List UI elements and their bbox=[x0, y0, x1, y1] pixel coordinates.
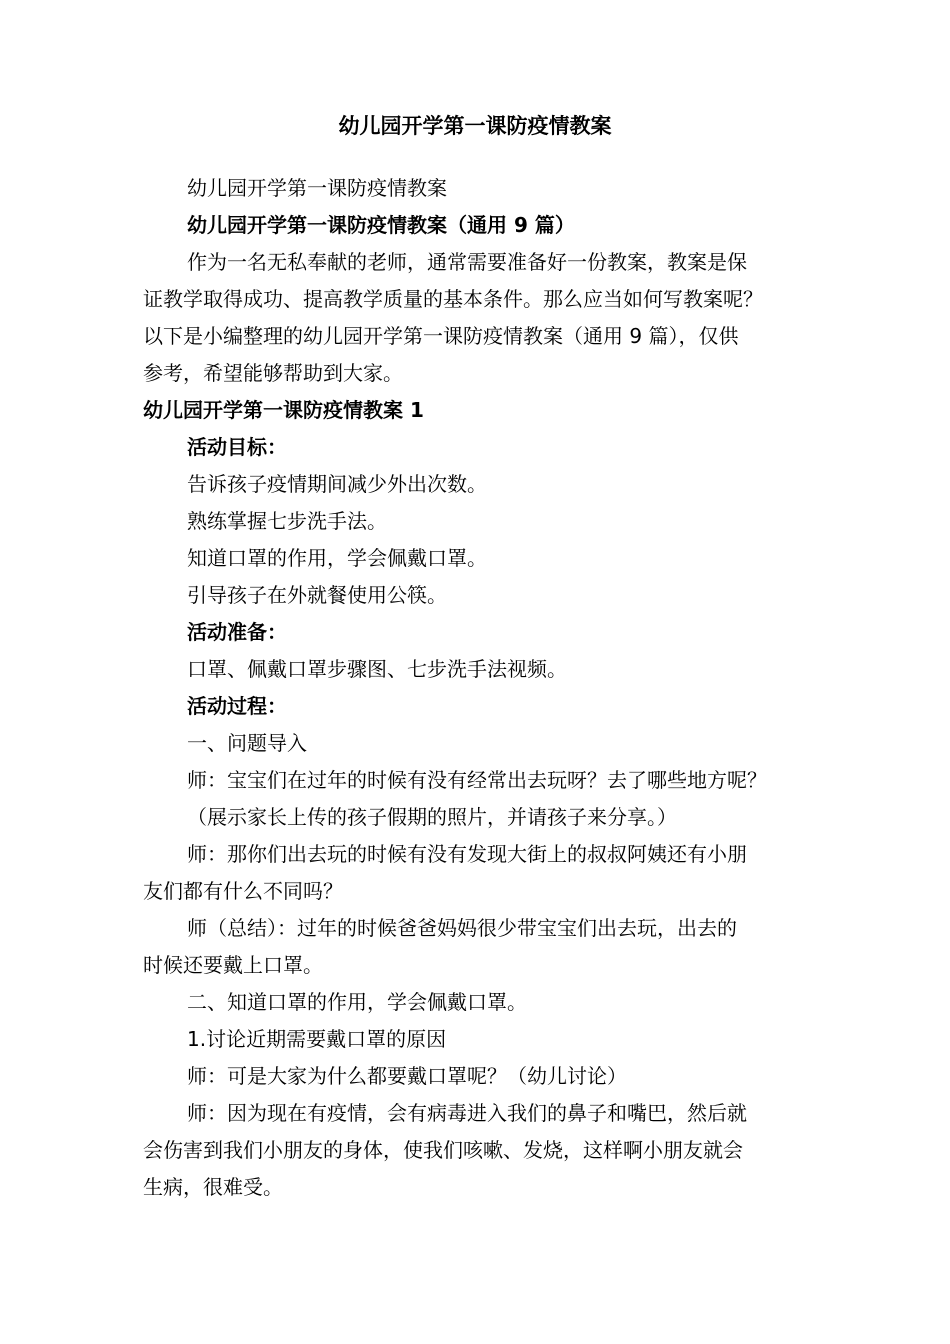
paragraph: 幼儿园开学第一课防疫情教案 bbox=[187, 176, 447, 200]
paragraph: 师：宝宝们在过年的时候有没有经常出去玩呀？去了哪些地方呢？ bbox=[187, 768, 767, 792]
paragraph: 以下是小编整理的幼儿园开学第一课防疫情教案（通用 9 篇），仅供 bbox=[143, 324, 739, 348]
paragraph: 生病，很难受。 bbox=[143, 1175, 283, 1199]
paragraph: 友们都有什么不同吗？ bbox=[143, 879, 343, 903]
paragraph: （展示家长上传的孩子假期的照片，并请孩子来分享。） bbox=[187, 805, 677, 829]
paragraph: 知道口罩的作用，学会佩戴口罩。 bbox=[187, 546, 487, 570]
subheading: 活动准备： bbox=[187, 620, 287, 644]
document-title: 幼儿园开学第一课防疫情教案 bbox=[338, 114, 612, 138]
paragraph: 1.讨论近期需要戴口罩的原因 bbox=[187, 1027, 447, 1051]
paragraph: 时候还要戴上口罩。 bbox=[143, 953, 323, 977]
section-heading: 幼儿园开学第一课防疫情教案 1 bbox=[143, 398, 424, 422]
paragraph: 口罩、佩戴口罩步骤图、七步洗手法视频。 bbox=[187, 657, 567, 681]
subheading: 活动目标： bbox=[187, 435, 287, 459]
paragraph: 告诉孩子疫情期间减少外出次数。 bbox=[187, 472, 487, 496]
document-body bbox=[143, 170, 813, 1206]
paragraph: 师（总结）：过年的时候爸爸妈妈很少带宝宝们出去玩，出去的 bbox=[187, 916, 737, 940]
subheading: 活动过程： bbox=[187, 694, 287, 718]
paragraph: 熟练掌握七步洗手法。 bbox=[187, 509, 387, 533]
paragraph: 一、问题导入 bbox=[187, 731, 307, 755]
paragraph: 二、知道口罩的作用，学会佩戴口罩。 bbox=[187, 990, 527, 1014]
paragraph: 师：那你们出去玩的时候有没有发现大街上的叔叔阿姨还有小朋 bbox=[187, 842, 747, 866]
paragraph: 会伤害到我们小朋友的身体，使我们咳嗽、发烧，这样啊小朋友就会 bbox=[143, 1138, 743, 1162]
section-heading: 幼儿园开学第一课防疫情教案（通用 9 篇） bbox=[187, 213, 575, 237]
paragraph: 师：因为现在有疫情，会有病毒进入我们的鼻子和嘴巴，然后就 bbox=[187, 1101, 747, 1125]
paragraph: 引导孩子在外就餐使用公筷。 bbox=[187, 583, 447, 607]
paragraph: 作为一名无私奉献的老师，通常需要准备好一份教案，教案是保 bbox=[187, 250, 747, 274]
paragraph: 师：可是大家为什么都要戴口罩呢？（幼儿讨论） bbox=[187, 1064, 627, 1088]
paragraph: 参考，希望能够帮助到大家。 bbox=[143, 361, 403, 385]
paragraph: 证教学取得成功、提高教学质量的基本条件。那么应当如何写教案呢？ bbox=[143, 287, 763, 311]
